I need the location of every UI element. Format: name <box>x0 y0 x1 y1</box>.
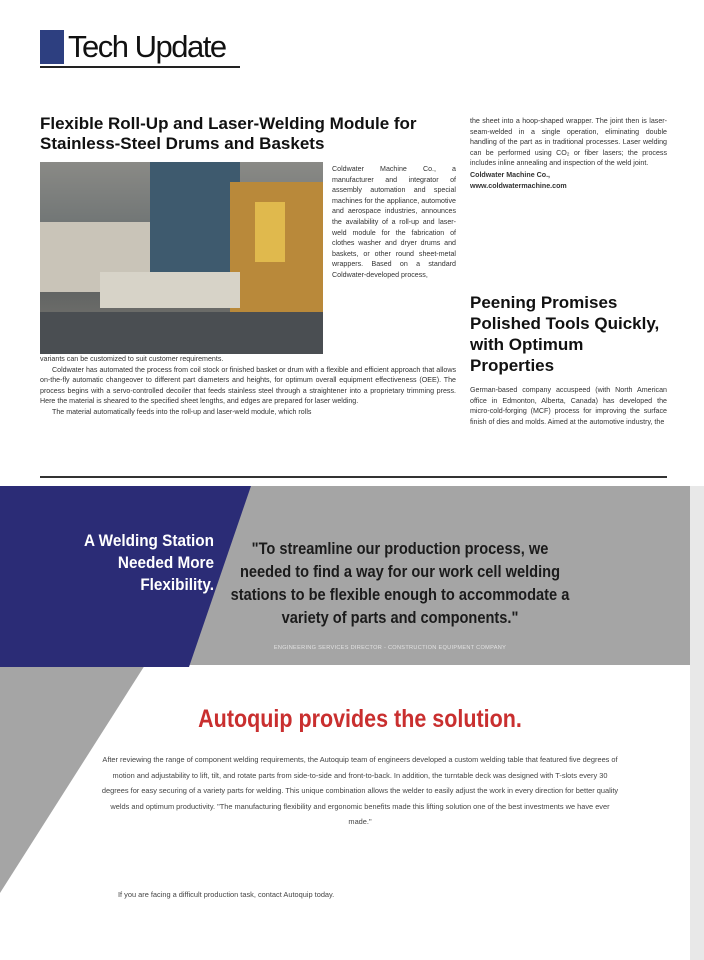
ad-quote: "To streamline our production process, we needed to find a way for our work cell welding stations to be flexible enough to accommodate a variety of parts and components." <box>230 539 570 627</box>
company-name: Coldwater Machine Co., <box>470 170 551 179</box>
article-continuation-column <box>470 116 667 191</box>
article-headline: Flexible Roll-Up and Laser-Welding Module for Stainless-Steel Drums and Baskets <box>40 114 417 153</box>
page-edge <box>690 486 704 960</box>
company-url[interactable]: www.coldwatermachine.com <box>470 181 567 190</box>
article-intro-column <box>332 164 456 281</box>
body-paragraph: Coldwater has automated the process from coil stock or finished basket or drum with a flexible and efficient approach that allows on-the-fly automatic changeover to different part diameters and heights, for optimum overall equipment effectiveness (OEE). The process begins with a servo-controlled decoiler that feeds stainless steel through a straightener into a proprietary trimming press. Here the material is sheared to the specified sheet lengths, and edges are prepared for laser welding. <box>40 365 456 406</box>
section-marker <box>40 30 64 64</box>
article-body <box>40 354 456 418</box>
article-headline: Peening Promises Polished Tools Quickly, with Optimum Properties <box>470 293 660 375</box>
ad-body: After reviewing the range of component welding requirements, the Autoquip team of engineers developed a custom welding table that featured five degrees of motion and adjustability to lift, tilt, and rotate parts from side-to-side and front-to-back. In addition, the turntable deck was designed with T-slots every 30 degrees for easy securing of a variety parts for welding. This unique combination allows the welder to easily adjust the work in every direction for better quality welds and optimum productivity. "The manufacturing flexibility and ergonomic benefits made this lifting solution one of the best investments we have ever made." <box>101 755 619 826</box>
section-title: Tech Update <box>68 29 226 64</box>
body-paragraph: the sheet into a hoop-shaped wrapper. The joint then is laser-seam-welded in a single operation, eliminating double handling of the part as in traditional processes. Laser welding can be performed using CO₂ or fiber lasers; the process includes inline annealing and inspection of the weld joint. <box>470 117 667 168</box>
ad-tagline: Autoquip provides the solution. <box>198 705 522 733</box>
ad-headline: A Welding Station Needed More Flexibility. <box>83 531 214 594</box>
article-intro-text: Coldwater Machine Co., a manufacturer and integrator of assembly automation and special machines for the appliance, automotive and aerospace industries, announces the availability of a roll-up and laser-weld module for the fabrication of clothes washer and dryer drums and baskets, or other round sheet-metal wrappers. Based on a standard Coldwater-developed process, <box>332 165 456 279</box>
ad-attribution: ENGINEERING SERVICES DIRECTOR - CONSTRUCTION EQUIPMENT COMPANY <box>273 645 507 651</box>
section-divider <box>40 66 240 68</box>
article-body <box>470 385 667 427</box>
content-divider <box>40 476 667 478</box>
body-paragraph: variants can be customized to suit customer requirements. <box>40 355 224 363</box>
ad-call-to-action: If you are facing a difficult production task, contact Autoquip today. <box>118 890 335 899</box>
factory-photo <box>40 162 323 354</box>
body-paragraph: The material automatically feeds into the roll-up and laser-weld module, which rolls <box>52 407 312 416</box>
body-paragraph: German-based company accuspeed (with North American office in Edmonton, Alberta, Canada) has developed the micro-cold-forging (MCF) process for improving the surface finish of dies and molds. Aimed at the automotive industry, the <box>470 386 667 426</box>
